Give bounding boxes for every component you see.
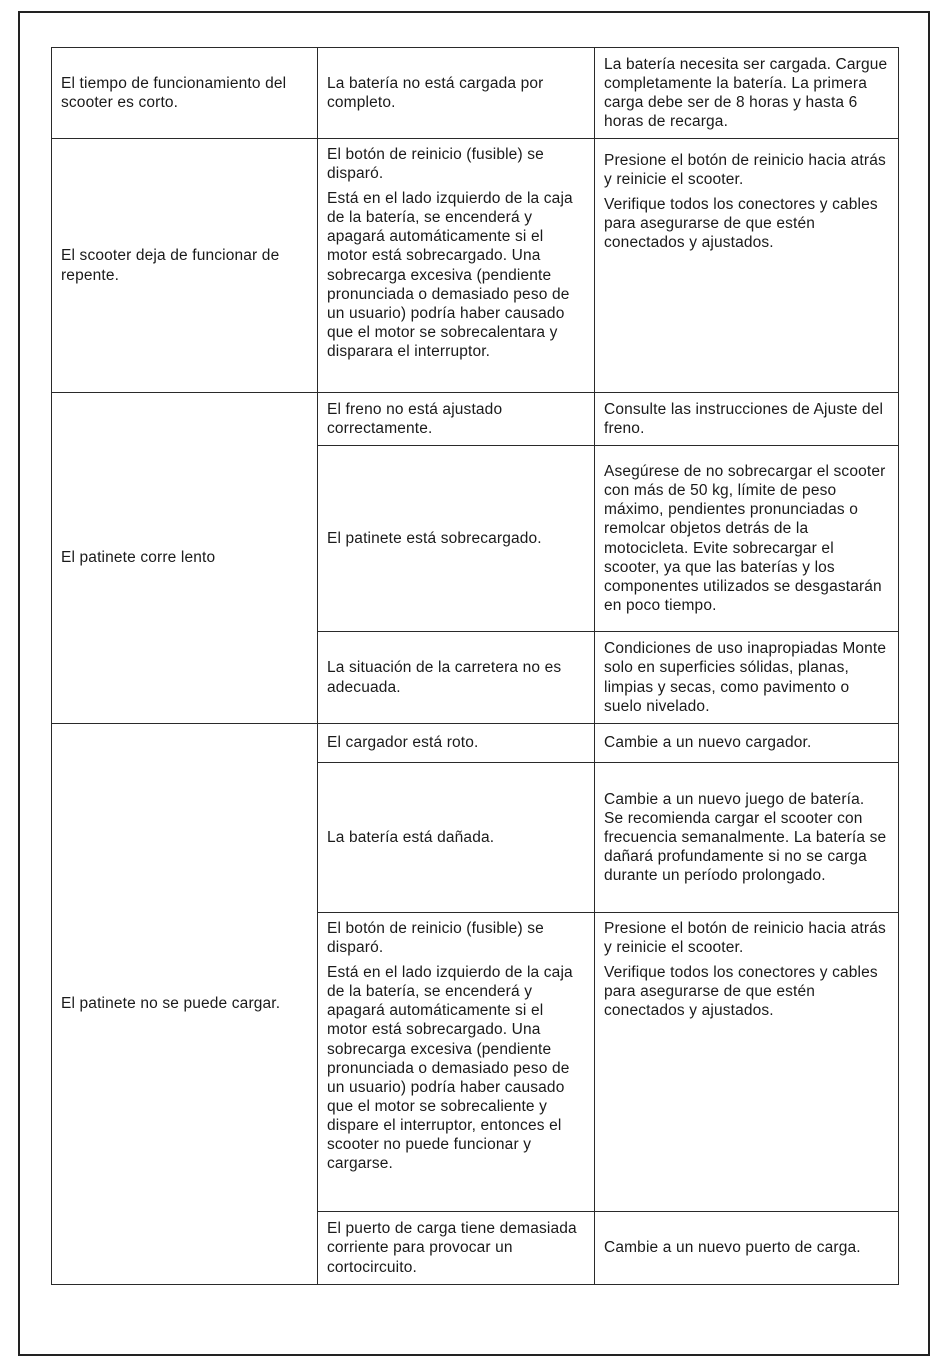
solution-detail-text: Verifique todos los conectores y cables para asegurarse de que estén conectados y ajustados. (604, 196, 878, 252)
table-row (52, 724, 899, 763)
cause-cell (318, 446, 595, 632)
solution-text: Cambie a un nuevo cargador. (604, 734, 812, 752)
problem-text: El scooter deja de funcionar de repente. (61, 247, 280, 284)
table-row (52, 139, 899, 393)
solution-cell (595, 48, 899, 139)
cause-cell (318, 393, 595, 446)
cause-text: El botón de reinicio (fusible) se disparó. (327, 920, 544, 957)
solution-text: Cambie a un nuevo puerto de carga. (604, 1239, 861, 1257)
problem-text: El tiempo de funcionamiento del scooter es corto. (61, 74, 287, 111)
problem-cell (52, 393, 318, 724)
solution-cell (595, 913, 899, 1212)
cause-text: El patinete está sobrecargado. (327, 529, 542, 547)
cause-cell (318, 763, 595, 913)
solution-text: La batería necesita ser cargada. Cargue completamente la batería. La primera carga debe ser de 8 horas y hasta 6 horas de recarga. (604, 55, 888, 131)
cause-text: La batería está dañada. (327, 828, 495, 846)
troubleshooting-table (51, 47, 899, 1285)
table-row (52, 393, 899, 446)
cause-text: El cargador está roto. (327, 734, 479, 752)
problem-cell (52, 724, 318, 1285)
cause-text: El freno no está ajustado correctamente. (327, 400, 503, 437)
solution-cell (595, 1212, 899, 1285)
solution-text: Condiciones de uso inapropiadas Monte solo en superficies sólidas, planas, limpias y secas, como pavimento o suelo nivelado. (604, 640, 887, 715)
solution-detail-text: Se recomienda cargar el scooter con frecuencia semanalmente. La batería se dañará profundamente si no se carga durante un período prolongado. (604, 809, 887, 885)
cause-cell (318, 48, 595, 139)
solution-cell (595, 724, 899, 763)
cause-cell (318, 913, 595, 1212)
solution-cell (595, 139, 899, 393)
cause-text: La situación de la carretera no es adecuada. (327, 659, 562, 696)
problem-cell (52, 48, 318, 139)
cause-text: El botón de reinicio (fusible) se disparó. (327, 146, 544, 183)
solution-cell (595, 446, 899, 632)
problem-cell (52, 139, 318, 393)
solution-text: Cambie a un nuevo juego de batería. (604, 790, 865, 808)
solution-text: Presione el botón de reinicio hacia atrás y reinicie el scooter. (604, 152, 886, 189)
cause-cell (318, 724, 595, 763)
solution-detail-text: Verifique todos los conectores y cables para asegurarse de que estén conectados y ajustados. (604, 964, 878, 1020)
cause-detail-text: Está en el lado izquierdo de la caja de la batería, se encenderá y apagará automáticamente si el motor está sobrecargado. Una sobrecarga excesiva (pendiente pronunciada o demasiado peso de un usuario) podría haber causado que el motor se sobrecalentara y disparara el interruptor. (327, 190, 573, 360)
solution-text: Asegúrese de no sobrecargar el scooter con más de 50 kg, límite de peso máximo, pendientes pronunciadas o remolcar objetos detrás de la motocicleta. Evite sobrecargar el scooter, ya que las baterías y los componentes utilizados se desgastarán en poco tiempo. (604, 463, 886, 614)
solution-cell (595, 763, 899, 913)
table-row (52, 48, 899, 139)
solution-cell (595, 632, 899, 724)
solution-text: Consulte las instrucciones de Ajuste del freno. (604, 400, 884, 437)
solution-text: Presione el botón de reinicio hacia atrás y reinicie el scooter. (604, 920, 886, 957)
cause-cell (318, 1212, 595, 1285)
cause-detail-text: Está en el lado izquierdo de la caja de la batería, se encenderá y apagará automáticamente si el motor está sobrecargado. Una sobrecarga excesiva (pendiente pronunciada o demasiado peso de un usuario) podría haber causado que el motor se sobrecaliente y dispare el interruptor, entonces el scooter no puede funcionar y cargarse. (327, 964, 573, 1173)
problem-text: El patinete no se puede cargar. (61, 995, 281, 1013)
cause-text: El puerto de carga tiene demasiada corriente para provocar un cortocircuito. (327, 1220, 577, 1276)
cause-text: La batería no está cargada por completo. (327, 74, 544, 111)
cause-cell (318, 139, 595, 393)
solution-cell (595, 393, 899, 446)
problem-text: El patinete corre lento (61, 549, 216, 567)
cause-cell (318, 632, 595, 724)
